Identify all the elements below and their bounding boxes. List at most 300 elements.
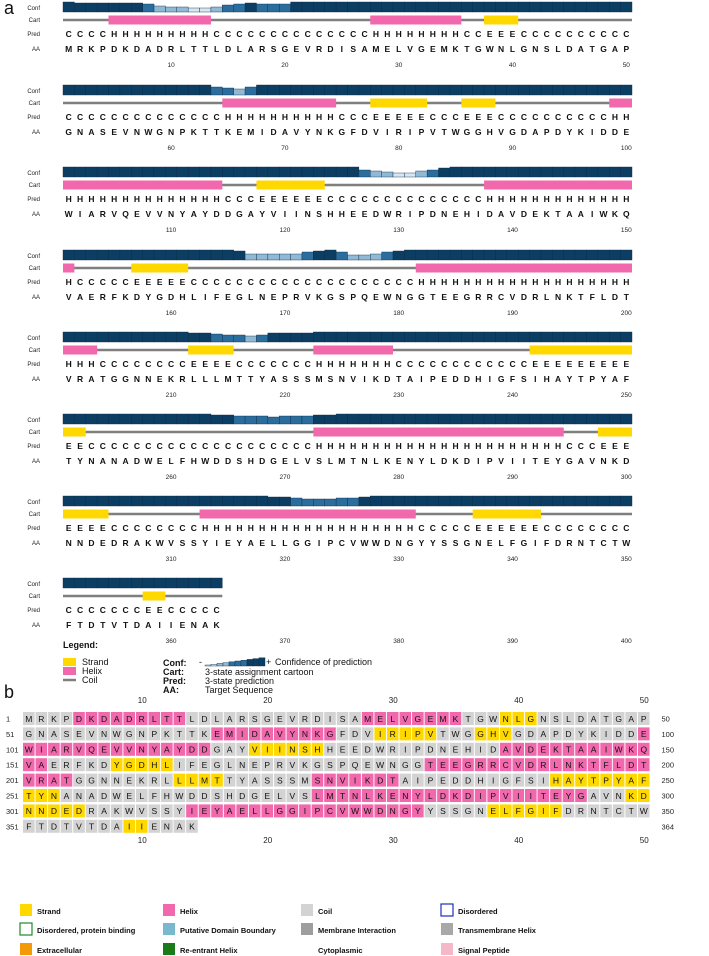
confidence-bar [393, 173, 404, 177]
row-label-cart: Cart [28, 512, 40, 518]
confidence-bar [507, 250, 518, 260]
residue-letter: L [365, 790, 371, 801]
pred-letter: C [577, 441, 584, 451]
pred-letter: H [99, 194, 106, 204]
confidence-bar [302, 2, 313, 12]
confidence-bar [268, 333, 279, 342]
residue-letter: N [502, 713, 509, 724]
aa-letter: V [498, 456, 504, 466]
pred-letter: H [372, 523, 380, 533]
confidence-bar [120, 414, 131, 424]
pred-letter: C [281, 441, 288, 451]
residue-letter: A [264, 729, 271, 740]
residue-letter: H [151, 760, 158, 770]
aa-letter: R [395, 127, 402, 137]
pred-letter: C [202, 112, 209, 122]
residue-letter: T [176, 713, 183, 724]
confidence-bar [109, 167, 120, 177]
pred-letter: H [395, 29, 402, 39]
confidence-bar [530, 2, 541, 12]
row-end-number: 50 [661, 714, 670, 724]
pred-letter: H [213, 194, 220, 204]
aa-letter: W [144, 456, 153, 466]
aa-letter: G [270, 456, 277, 466]
confidence-bar [188, 333, 199, 342]
pred-letter: H [315, 523, 323, 533]
aa-letter: L [544, 292, 550, 302]
aa-letter: C [600, 538, 607, 548]
aa-letter: W [383, 209, 392, 219]
aa-letter: G [463, 127, 471, 137]
pred-letter: C [190, 523, 197, 533]
aa-letter: I [511, 456, 514, 466]
confidence-bar [575, 167, 586, 177]
residue-letter: A [51, 775, 57, 786]
pred-letter: C [566, 112, 573, 122]
pred-letter: C [532, 112, 539, 122]
aa-letter: V [145, 209, 152, 219]
pred-letter: E [373, 112, 379, 122]
aa-letter: E [156, 456, 163, 466]
aa-letter: S [316, 209, 322, 219]
residue-letter: V [339, 806, 346, 817]
aa-letter: D [566, 44, 573, 54]
aa-letter: G [418, 292, 425, 302]
residue-letter: S [302, 744, 308, 755]
pred-letter: H [611, 277, 619, 287]
residue-letter: T [176, 729, 183, 740]
residue-letter: V [515, 760, 522, 770]
residue-letter: Y [427, 806, 434, 817]
residue-letter: H [163, 790, 170, 801]
aa-letter: D [133, 456, 141, 466]
aa-letter: G [463, 292, 471, 302]
residue-letter: L [164, 775, 170, 786]
residue-letter: D [427, 744, 434, 755]
residue-letter: E [201, 806, 208, 817]
residue-letter: G [477, 729, 484, 740]
aa-letter: W [485, 44, 494, 54]
confidence-bar [575, 250, 586, 260]
aa-letter: Y [430, 538, 436, 548]
confidence-bar [177, 496, 188, 506]
residue-letter: D [490, 744, 497, 755]
pred-letter: H [327, 441, 334, 451]
aa-letter: K [224, 127, 232, 137]
residue-letter: T [26, 790, 32, 801]
row-label-aa: AA [31, 623, 40, 629]
row-label-pred: Pred [27, 362, 40, 368]
aa-letter: F [350, 127, 356, 137]
confidence-bar [382, 496, 393, 506]
confidence-bar [473, 332, 484, 342]
residue-letter: H [552, 775, 559, 786]
aa-letter: W [451, 127, 460, 137]
pred-letter: H [270, 523, 277, 533]
residue-letter: D [201, 713, 208, 724]
aa-letter: I [420, 374, 423, 384]
pred-letter: C [441, 112, 448, 122]
aa-letter: Q [622, 209, 630, 219]
confidence-bar [109, 496, 120, 506]
aa-letter: F [214, 292, 220, 302]
legend-conf-plus: + [266, 657, 272, 667]
aa-letter: V [498, 127, 504, 137]
aa-letter: S [99, 127, 106, 137]
confidence-bar [74, 578, 85, 588]
residue-letter: A [590, 790, 597, 801]
residue-letter: W [451, 729, 460, 740]
residue-letter: N [389, 760, 396, 770]
aa-letter: R [76, 374, 84, 384]
cartoon-helix [63, 181, 222, 190]
residue-letter: N [352, 790, 359, 801]
aa-letter: R [486, 292, 493, 302]
residue-letter: K [314, 729, 321, 740]
residue-letter: A [226, 744, 233, 755]
aa-letter: V [304, 44, 311, 54]
pred-letter: H [429, 441, 436, 451]
legend-label-disordered: Disordered [458, 907, 498, 916]
aa-letter: W [144, 127, 153, 137]
pred-letter: H [554, 194, 562, 204]
aa-letter: K [190, 127, 197, 137]
pred-letter: E [532, 523, 539, 533]
pred-letter: H [577, 194, 584, 204]
confidence-bar [473, 414, 484, 424]
pred-letter: E [566, 359, 573, 369]
legend-swatch-reentrant [163, 943, 175, 955]
grid-top-tick: 30 [388, 696, 398, 705]
position-tick-label: 240 [507, 392, 518, 399]
aa-letter: I [408, 127, 412, 137]
confidence-bar [450, 250, 461, 260]
aa-letter: G [236, 209, 243, 219]
confidence-bar [143, 4, 154, 12]
confidence-bar [74, 250, 85, 260]
aa-letter: Y [179, 209, 186, 219]
row-start-number: 301 [6, 806, 19, 816]
pred-letter: C [122, 441, 129, 451]
pred-letter: H [259, 112, 266, 122]
pred-letter: C [247, 194, 254, 204]
confidence-bar [313, 167, 324, 177]
pred-letter: E [532, 359, 539, 369]
confidence-bar [313, 499, 324, 506]
residue-letter: E [452, 744, 459, 755]
pred-letter: C [236, 29, 243, 39]
residue-letter: T [590, 760, 597, 770]
position-tick-label: 30 [395, 62, 403, 69]
confidence-bar [291, 254, 302, 260]
residue-letter: T [63, 775, 70, 786]
residue-letter: E [427, 713, 434, 724]
confidence-bar [404, 2, 415, 12]
pred-letter: C [247, 29, 254, 39]
row-label-conf: Conf [27, 500, 40, 506]
pred-letter: E [88, 523, 95, 533]
aa-letter: T [122, 620, 129, 630]
residue-letter: L [315, 790, 320, 801]
aa-letter: S [452, 538, 459, 548]
pred-letter: C [281, 29, 288, 39]
confidence-bar [131, 250, 142, 260]
aa-letter: A [76, 292, 84, 302]
residue-letter: D [565, 729, 572, 740]
pred-letter: C [65, 29, 72, 39]
confidence-bar [541, 250, 552, 260]
pred-letter: C [168, 523, 175, 533]
residue-letter: W [112, 790, 121, 801]
pred-letter: H [168, 29, 175, 39]
pred-letter: H [520, 277, 527, 287]
aa-letter: T [191, 44, 197, 54]
aa-letter: I [386, 127, 389, 137]
aa-letter: V [509, 292, 516, 302]
confidence-bar [621, 250, 632, 260]
residue-letter: G [514, 729, 522, 740]
pred-letter: C [589, 441, 596, 451]
pred-letter: E [509, 29, 516, 39]
residue-letter: S [276, 775, 283, 786]
confidence-bar [154, 578, 165, 588]
aa-letter: H [179, 292, 186, 302]
residue-letter: F [76, 760, 82, 770]
legend-label-membrane: Membrane Interaction [318, 926, 396, 935]
legend-title: Legend: [63, 640, 98, 650]
pred-letter: H [589, 277, 596, 287]
aa-letter: Y [555, 456, 561, 466]
pred-letter: H [600, 277, 607, 287]
residue-letter: S [452, 806, 459, 817]
confidence-bar [325, 499, 336, 506]
confidence-bar [507, 496, 518, 506]
confidence-bar [507, 167, 518, 177]
residue-letter: M [25, 713, 33, 724]
residue-letter: D [314, 713, 321, 724]
residue-letter: I [266, 744, 269, 755]
residue-letter: L [503, 806, 509, 817]
residue-letter: W [489, 713, 498, 724]
pred-letter: C [122, 359, 129, 369]
confidence-bar [120, 167, 131, 177]
aa-letter: R [259, 44, 266, 54]
residue-letter: K [377, 790, 384, 801]
row-end-number: 100 [661, 729, 675, 739]
residue-letter: K [364, 775, 371, 786]
residue-letter: G [213, 744, 221, 755]
residue-letter: D [527, 729, 534, 740]
confidence-bar [200, 85, 211, 95]
aa-letter: Y [77, 456, 83, 466]
aa-letter: I [158, 620, 161, 630]
confidence-bar [552, 332, 563, 342]
residue-letter: D [251, 729, 258, 740]
confidence-bar [541, 496, 552, 506]
residue-letter: F [641, 775, 647, 786]
pred-letter: H [281, 523, 288, 533]
pred-letter: H [463, 441, 471, 451]
confidence-bar [336, 498, 347, 506]
pred-letter: H [372, 359, 380, 369]
aa-letter: V [122, 127, 129, 137]
confidence-bar [404, 173, 415, 177]
residue-letter: L [189, 713, 195, 724]
residue-letter: N [239, 760, 246, 770]
confidence-bar [575, 2, 586, 12]
pred-letter: E [612, 359, 618, 369]
confidence-bar [382, 2, 393, 12]
confidence-bar [302, 499, 313, 506]
residue-letter: D [640, 790, 647, 801]
residue-letter: K [51, 713, 57, 724]
confidence-bar [450, 414, 461, 424]
row-label-cart: Cart [28, 18, 40, 24]
confidence-bar [586, 332, 597, 342]
pred-letter: C [133, 523, 141, 533]
pred-letter: C [452, 112, 459, 122]
pred-letter: C [99, 112, 106, 122]
aa-letter: V [589, 456, 596, 466]
legend-swatch-disordered [441, 904, 453, 916]
legend-conf-gradient-bar [235, 661, 241, 666]
confidence-bar [393, 496, 404, 506]
confidence-bar [165, 167, 176, 177]
residue-letter: V [251, 744, 258, 755]
aa-letter: N [407, 456, 414, 466]
residue-letter: G [125, 760, 133, 770]
residue-letter: G [401, 806, 409, 817]
aa-letter: T [430, 292, 436, 302]
pred-letter: E [475, 523, 482, 533]
residue-letter: A [113, 713, 120, 724]
aa-letter: A [270, 374, 277, 384]
confidence-bar [177, 414, 188, 424]
aa-letter: N [145, 374, 152, 384]
residue-letter: T [38, 821, 44, 832]
residue-letter: E [553, 790, 559, 801]
row-start-number: 51 [6, 729, 15, 739]
pred-letter: E [77, 441, 83, 451]
legend-conf-gradient-bar [259, 658, 265, 666]
pred-letter: H [350, 523, 357, 533]
residue-letter: W [351, 806, 360, 817]
pred-letter: C [224, 29, 232, 39]
pred-letter: C [190, 605, 197, 615]
confidence-bar [507, 2, 518, 12]
confidence-bar [484, 496, 495, 506]
aa-letter: K [372, 374, 380, 384]
confidence-bar [530, 250, 541, 260]
residue-letter: S [251, 713, 258, 724]
confidence-bar [552, 85, 563, 95]
aa-letter: Y [202, 538, 209, 548]
aa-letter: S [191, 538, 197, 548]
pred-letter: C [407, 277, 414, 287]
residue-letter: R [63, 760, 70, 770]
residue-letter: E [126, 775, 133, 786]
residue-letter: V [76, 821, 82, 832]
confidence-bar [461, 167, 472, 177]
pred-letter: C [543, 112, 550, 122]
confidence-bar [302, 333, 313, 342]
confidence-bar [370, 85, 381, 95]
confidence-bar [234, 416, 245, 424]
aa-letter: N [76, 538, 84, 548]
aa-letter: D [111, 44, 118, 54]
aa-letter: P [418, 209, 425, 219]
aa-letter: D [611, 292, 619, 302]
aa-letter: T [623, 292, 629, 302]
legend-swatch-coil [301, 904, 313, 916]
confidence-bar [279, 85, 290, 95]
row-start-number: 201 [6, 776, 19, 786]
pred-letter: C [327, 277, 334, 287]
confidence-bar [473, 167, 484, 177]
pred-letter: H [486, 441, 493, 451]
residue-letter: I [479, 744, 482, 755]
residue-letter: Y [176, 806, 183, 817]
aa-letter: D [441, 456, 448, 466]
aa-letter: F [544, 538, 550, 548]
aa-letter: N [88, 456, 95, 466]
aa-letter: D [88, 538, 95, 548]
pred-letter: C [111, 605, 118, 615]
confidence-bar [541, 332, 552, 342]
aa-letter: D [520, 209, 527, 219]
position-tick-label: 350 [620, 556, 632, 563]
residue-letter: F [515, 806, 521, 817]
confidence-bar [348, 85, 359, 95]
aa-letter: D [463, 456, 471, 466]
confidence-bar [370, 332, 381, 342]
row-label-pred: Pred [27, 197, 40, 203]
residue-letter: N [289, 744, 296, 755]
aa-letter: K [384, 456, 391, 466]
confidence-bar [564, 332, 575, 342]
confidence-bar [348, 167, 359, 177]
residue-letter: D [577, 713, 585, 724]
residue-letter: E [151, 821, 158, 832]
confidence-bar [359, 332, 370, 342]
cartoon-helix [63, 264, 74, 273]
pred-letter: E [418, 112, 425, 122]
confidence-bar [86, 167, 97, 177]
aa-letter: I [78, 209, 82, 219]
position-tick-label: 190 [507, 310, 518, 317]
confidence-bar [439, 496, 450, 506]
confidence-bar [63, 496, 74, 506]
aa-letter: N [168, 209, 175, 219]
aa-letter: M [372, 44, 380, 54]
pred-letter: H [122, 194, 129, 204]
confidence-bar [120, 250, 131, 260]
pred-letter: C [429, 112, 436, 122]
position-tick-label: 340 [507, 556, 518, 563]
pred-letter: E [259, 194, 265, 204]
aa-letter: L [373, 456, 379, 466]
aa-letter: G [406, 538, 414, 548]
aa-letter: T [578, 374, 584, 384]
confidence-bar [256, 4, 267, 12]
confidence-bar [97, 332, 108, 342]
row-label-pred: Pred [27, 444, 40, 450]
aa-letter: I [260, 127, 264, 137]
aa-letter: D [520, 127, 527, 137]
residue-letter: D [188, 744, 196, 755]
aa-letter: P [179, 127, 186, 137]
aa-letter: E [179, 620, 186, 630]
